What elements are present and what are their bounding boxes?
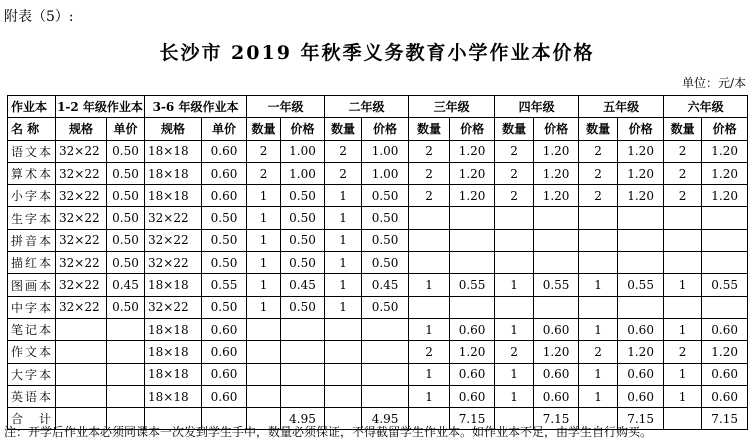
table-cell: 2 — [325, 162, 362, 184]
table-cell: 1 — [247, 296, 281, 318]
g36-header: 3-6 年级作业本 — [145, 96, 247, 118]
table-cell — [409, 252, 450, 274]
table-cell: 2 — [664, 185, 702, 207]
table-cell: 32×22 — [56, 296, 107, 318]
table-cell: 1 — [325, 274, 362, 296]
table-cell: 2 — [495, 162, 534, 184]
table-cell: 1 — [409, 318, 450, 340]
table-cell: 32×22 — [56, 140, 107, 162]
table-cell: 0.45 — [107, 274, 145, 296]
table-cell — [247, 341, 281, 363]
table-cell: 1 — [409, 385, 450, 407]
table-cell: 2 — [664, 341, 702, 363]
table-cell: 1 — [409, 363, 450, 385]
table-cell — [325, 363, 362, 385]
table-cell: 1.20 — [618, 162, 664, 184]
grade6-header: 六年级 — [664, 96, 748, 118]
table-cell — [107, 363, 145, 385]
table-cell: 1.20 — [618, 185, 664, 207]
table-cell: 1.20 — [702, 162, 748, 184]
table-cell — [450, 229, 495, 251]
table-cell — [618, 252, 664, 274]
table-cell: 0.55 — [702, 274, 748, 296]
table-cell: 2 — [495, 140, 534, 162]
table-cell: 0.50 — [281, 207, 325, 229]
table-cell: 1 — [325, 229, 362, 251]
table-cell — [247, 318, 281, 340]
table-cell — [702, 296, 748, 318]
table-cell — [450, 296, 495, 318]
table-cell: 1.20 — [450, 140, 495, 162]
table-cell: 0.60 — [450, 363, 495, 385]
table-cell: 7.15 — [702, 408, 748, 430]
table-cell: 0.55 — [534, 274, 579, 296]
price-header: 价格 — [618, 118, 664, 140]
table-cell: 0.50 — [107, 207, 145, 229]
table-cell — [325, 318, 362, 340]
item-name-cell: 英语本 — [8, 385, 56, 407]
page-title: 长沙市 2019 年秋季义务教育小学作业本价格 — [159, 42, 595, 64]
table-cell: 1.00 — [362, 140, 409, 162]
table-cell: 1 — [664, 363, 702, 385]
table-cell: 32×22 — [56, 185, 107, 207]
table-cell: 32×22 — [145, 207, 202, 229]
table-cell: 1.20 — [534, 162, 579, 184]
table-cell: 0.60 — [202, 385, 247, 407]
table-cell: 1.20 — [450, 162, 495, 184]
table-cell: 1.00 — [281, 140, 325, 162]
table-row — [8, 274, 748, 296]
table-cell: 2 — [495, 341, 534, 363]
table-cell: 1 — [247, 274, 281, 296]
table-row — [8, 385, 748, 407]
table-cell: 1 — [664, 318, 702, 340]
item-name-cell: 生字本 — [8, 207, 56, 229]
table-cell: 2 — [325, 140, 362, 162]
table-cell: 2 — [579, 140, 618, 162]
table-cell: 1.20 — [534, 140, 579, 162]
table-cell: 1 — [495, 274, 534, 296]
table-cell: 32×22 — [56, 252, 107, 274]
table-cell: 1 — [247, 229, 281, 251]
table-cell: 18×18 — [145, 363, 202, 385]
table-cell — [618, 207, 664, 229]
table-cell: 18×18 — [145, 274, 202, 296]
table-cell — [107, 385, 145, 407]
table-cell — [664, 408, 702, 430]
table-cell: 0.60 — [202, 363, 247, 385]
table-cell: 2 — [579, 185, 618, 207]
table-cell: 0.55 — [618, 274, 664, 296]
table-cell — [534, 229, 579, 251]
table-cell: 1 — [495, 318, 534, 340]
table-cell — [325, 385, 362, 407]
grade1-header: 一年级 — [247, 96, 325, 118]
table-cell: 0.60 — [450, 318, 495, 340]
table-cell: 1 — [664, 274, 702, 296]
table-body — [8, 140, 748, 430]
table-cell — [247, 363, 281, 385]
table-cell: 1 — [325, 207, 362, 229]
table-cell: 1.20 — [450, 341, 495, 363]
table-cell: 0.50 — [362, 185, 409, 207]
price-header: 价格 — [702, 118, 748, 140]
grade5-header: 五年级 — [579, 96, 664, 118]
table-cell: 0.50 — [202, 207, 247, 229]
table-cell: 1 — [579, 318, 618, 340]
table-cell: 0.50 — [107, 252, 145, 274]
table-cell — [362, 318, 409, 340]
table-cell — [362, 363, 409, 385]
table-cell — [702, 252, 748, 274]
table-cell — [56, 363, 107, 385]
table-cell — [325, 341, 362, 363]
table-cell: 1.20 — [702, 341, 748, 363]
table-cell: 1 — [325, 185, 362, 207]
table-cell: 0.50 — [281, 252, 325, 274]
table-cell: 0.50 — [362, 296, 409, 318]
price-header: 价格 — [362, 118, 409, 140]
item-header-line1: 作业本 — [11, 100, 48, 115]
item-name-cell: 笔记本 — [8, 318, 56, 340]
table-cell — [450, 252, 495, 274]
table-cell: 2 — [579, 162, 618, 184]
table-cell: 2 — [664, 140, 702, 162]
item-name-cell: 拼音本 — [8, 229, 56, 251]
price-header: 价格 — [281, 118, 325, 140]
table-cell: 7.15 — [450, 408, 495, 430]
price-header: 价格 — [450, 118, 495, 140]
qty-header: 数量 — [579, 118, 618, 140]
table-cell: 0.60 — [202, 318, 247, 340]
table-cell: 32×22 — [145, 252, 202, 274]
g12-header: 1-2 年级作业本 — [56, 96, 145, 118]
table-cell: 7.15 — [618, 408, 664, 430]
table-row — [8, 252, 748, 274]
table-cell: 18×18 — [145, 140, 202, 162]
table-cell — [495, 296, 534, 318]
spec-header: 规格 — [145, 118, 202, 140]
qty-header: 数量 — [247, 118, 281, 140]
table-cell — [579, 229, 618, 251]
table-cell: 32×22 — [56, 229, 107, 251]
table-cell: 0.50 — [362, 252, 409, 274]
table-cell: 0.50 — [107, 296, 145, 318]
unit-label: 单位：元/本 — [681, 76, 746, 90]
table-cell: 1 — [247, 207, 281, 229]
table-cell: 0.60 — [202, 185, 247, 207]
table-cell — [495, 252, 534, 274]
table-cell: 1 — [579, 363, 618, 385]
table-cell — [281, 363, 325, 385]
table-cell: 2 — [409, 140, 450, 162]
item-name-cell: 合 计 — [8, 408, 56, 430]
table-cell — [362, 385, 409, 407]
table-cell — [702, 229, 748, 251]
table-cell: 2 — [409, 341, 450, 363]
table-cell — [664, 207, 702, 229]
table-cell — [495, 229, 534, 251]
table-cell: 0.55 — [450, 274, 495, 296]
table-cell: 0.45 — [362, 274, 409, 296]
item-name-cell: 图画本 — [8, 274, 56, 296]
table-cell: 32×22 — [56, 274, 107, 296]
table-cell: 0.60 — [202, 140, 247, 162]
item-name-cell: 描红本 — [8, 252, 56, 274]
table-cell — [56, 341, 107, 363]
table-cell: 1 — [495, 385, 534, 407]
table-cell — [579, 207, 618, 229]
table-row — [8, 207, 748, 229]
table-cell: 1.20 — [618, 140, 664, 162]
item-header-line2: 名 称 — [8, 118, 56, 140]
table-cell — [534, 296, 579, 318]
table-cell — [579, 252, 618, 274]
qty-header: 数量 — [409, 118, 450, 140]
qty-header: 数量 — [664, 118, 702, 140]
table-cell — [409, 296, 450, 318]
table-cell: 0.50 — [281, 296, 325, 318]
table-cell: 0.50 — [362, 207, 409, 229]
table-cell — [579, 296, 618, 318]
table-cell: 18×18 — [145, 341, 202, 363]
table-cell — [618, 296, 664, 318]
table-cell — [702, 207, 748, 229]
table-cell: 1 — [247, 252, 281, 274]
table-cell: 18×18 — [145, 318, 202, 340]
appendix-label: 附表（5）: — [4, 9, 74, 25]
table-cell: 0.50 — [107, 162, 145, 184]
table-cell — [56, 318, 107, 340]
table-cell: 0.60 — [702, 363, 748, 385]
table-cell: 0.50 — [281, 229, 325, 251]
table-cell: 0.50 — [202, 296, 247, 318]
table-cell — [534, 207, 579, 229]
table-cell: 1 — [579, 274, 618, 296]
table-cell: 0.50 — [281, 185, 325, 207]
table-cell — [362, 341, 409, 363]
table-cell: 18×18 — [145, 185, 202, 207]
table-row — [8, 140, 748, 162]
item-name-cell: 大字本 — [8, 363, 56, 385]
item-name-cell: 作文本 — [8, 341, 56, 363]
table-cell — [664, 252, 702, 274]
table-cell — [495, 207, 534, 229]
footnote: 注：开学后作业本必须同课本一次发到学生手中，数量必须保证，不得截留学生作业本。如作业本不足，由学生自行购买。 — [4, 425, 653, 439]
table-row — [8, 341, 748, 363]
table-cell: 0.60 — [450, 385, 495, 407]
table-cell: 0.45 — [281, 274, 325, 296]
table-cell: 32×22 — [56, 207, 107, 229]
table-row — [8, 363, 748, 385]
item-name-cell: 中字本 — [8, 296, 56, 318]
table-cell: 1.00 — [281, 162, 325, 184]
table-cell: 1 — [325, 296, 362, 318]
qty-header: 数量 — [325, 118, 362, 140]
table-cell: 1 — [579, 385, 618, 407]
table-cell: 0.50 — [202, 252, 247, 274]
unit-price-header: 单价 — [107, 118, 145, 140]
table-cell: 0.50 — [107, 185, 145, 207]
table-row — [8, 162, 748, 184]
table-cell: 18×18 — [145, 385, 202, 407]
spec-header: 规格 — [56, 118, 107, 140]
table-cell — [534, 252, 579, 274]
table-cell: 1.20 — [450, 185, 495, 207]
item-header — [8, 96, 56, 118]
table-cell — [664, 229, 702, 251]
table-cell — [409, 229, 450, 251]
table-cell: 0.60 — [618, 318, 664, 340]
table-cell: 2 — [247, 162, 281, 184]
table-cell — [664, 296, 702, 318]
item-name-cell: 语文本 — [8, 140, 56, 162]
table-cell: 2 — [579, 341, 618, 363]
table-cell — [618, 229, 664, 251]
table-cell: 2 — [664, 162, 702, 184]
header-row-2 — [8, 118, 748, 140]
grade3-header: 三年级 — [409, 96, 495, 118]
table-cell: 0.60 — [202, 341, 247, 363]
item-name-cell: 算术本 — [8, 162, 56, 184]
table-cell: 0.60 — [618, 363, 664, 385]
table-cell: 0.60 — [702, 318, 748, 340]
table-cell: 2 — [409, 162, 450, 184]
table-cell: 32×22 — [145, 296, 202, 318]
table-row — [8, 185, 748, 207]
table-cell: 1 — [247, 185, 281, 207]
grade2-header: 二年级 — [325, 96, 409, 118]
table-cell: 0.60 — [534, 363, 579, 385]
grade4-header: 四年级 — [495, 96, 579, 118]
table-row — [8, 318, 748, 340]
table-cell: 0.60 — [534, 318, 579, 340]
table-cell: 0.50 — [107, 140, 145, 162]
table-cell: 18×18 — [145, 162, 202, 184]
table-cell: 1.20 — [534, 341, 579, 363]
table-cell — [56, 385, 107, 407]
table-cell: 2 — [409, 185, 450, 207]
table-cell: 0.60 — [618, 385, 664, 407]
item-name-cell: 小字本 — [8, 185, 56, 207]
unit-price-header: 单价 — [202, 118, 247, 140]
table-cell — [247, 385, 281, 407]
table-cell: 1.20 — [534, 185, 579, 207]
table-cell: 1.20 — [702, 140, 748, 162]
table-cell: 1 — [409, 274, 450, 296]
table-cell: 0.55 — [202, 274, 247, 296]
table-cell: 1 — [664, 385, 702, 407]
table-cell: 2 — [495, 185, 534, 207]
table-cell: 0.50 — [107, 229, 145, 251]
table-cell — [281, 385, 325, 407]
table-cell — [107, 341, 145, 363]
table-cell: 0.60 — [702, 385, 748, 407]
table-cell: 1 — [495, 363, 534, 385]
table-cell — [107, 318, 145, 340]
table-cell — [281, 318, 325, 340]
table-cell — [281, 341, 325, 363]
header-row-1 — [8, 96, 748, 118]
table-cell: 7.15 — [534, 408, 579, 430]
table-cell: 4.95 — [362, 408, 409, 430]
price-table — [7, 95, 748, 430]
table-row — [8, 296, 748, 318]
table-cell — [409, 207, 450, 229]
table-cell: 1.20 — [702, 185, 748, 207]
price-header: 价格 — [534, 118, 579, 140]
table-cell — [450, 207, 495, 229]
table-cell: 32×22 — [145, 229, 202, 251]
table-cell: 0.60 — [534, 385, 579, 407]
table-cell: 0.50 — [362, 229, 409, 251]
table-cell: 32×22 — [56, 162, 107, 184]
qty-header: 数量 — [495, 118, 534, 140]
table-cell: 1.00 — [362, 162, 409, 184]
table-row — [8, 229, 748, 251]
table-cell: 4.95 — [281, 408, 325, 430]
table-cell: 0.50 — [202, 229, 247, 251]
table-cell: 1 — [325, 252, 362, 274]
table-cell: 1.20 — [618, 341, 664, 363]
table-cell: 2 — [247, 140, 281, 162]
table-cell: 0.60 — [202, 162, 247, 184]
